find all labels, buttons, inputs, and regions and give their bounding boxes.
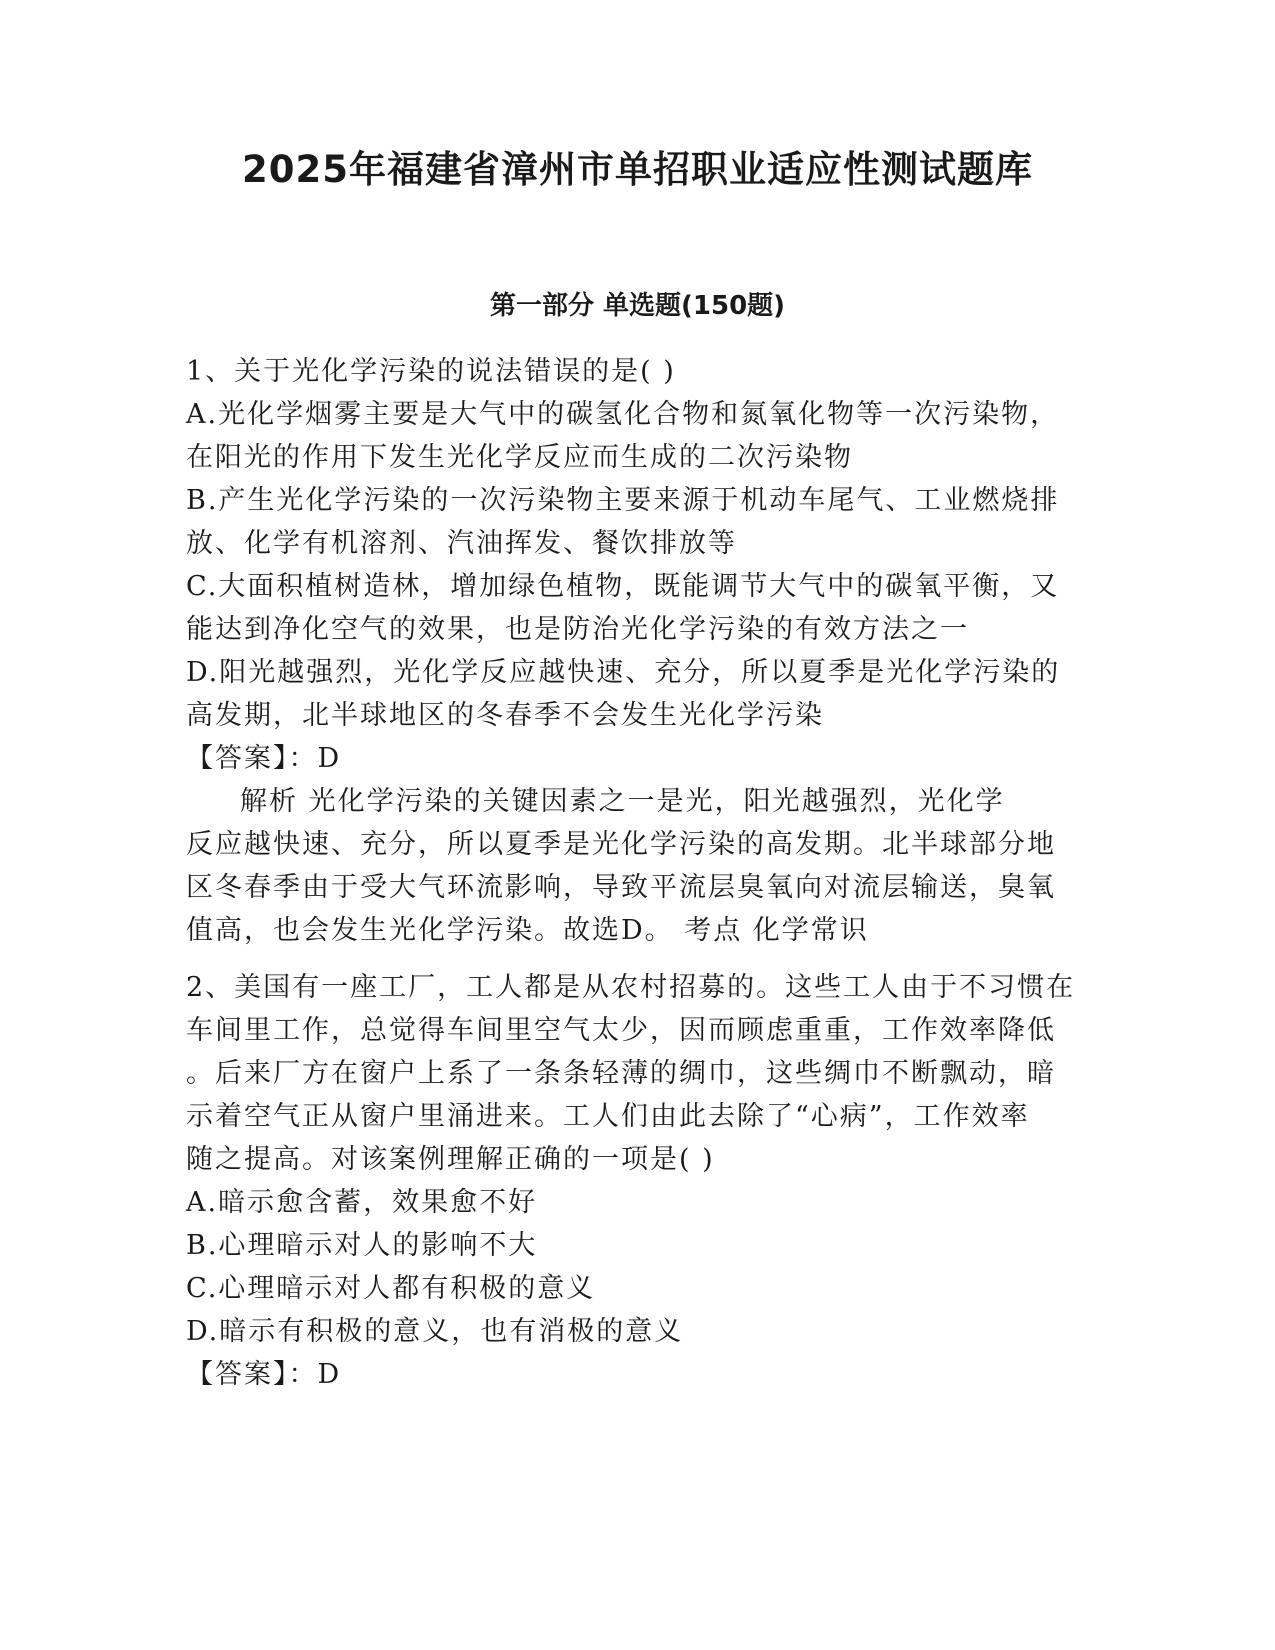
question-stem-line: 随之提高。对该案例理解正确的一项是( ) <box>186 1144 715 1175</box>
option-line: D.阳光越强烈，光化学反应越快速、充分，所以夏季是光化学污染的 <box>186 657 1061 688</box>
option-b: B.心理暗示对人的影响不大 <box>186 1230 538 1261</box>
explanation-line: 解析 光化学污染的关键因素之一是光，阳光越强烈，光化学 <box>240 786 1005 817</box>
option-b <box>186 479 1066 565</box>
question-list <box>186 350 1076 1396</box>
answer-line: 【答案】：D <box>186 743 342 774</box>
question-spacer <box>186 952 1066 966</box>
question-stem-line: 。后来厂方在窗户上系了一条条轻薄的绸巾，这些绸巾不断飘动，暗 <box>186 1058 1056 1089</box>
explanation-line: 反应越快速、充分，所以夏季是光化学污染的高发期。北半球部分地 <box>186 829 1056 860</box>
option-c: C.心理暗示对人都有积极的意义 <box>186 1273 596 1304</box>
option-line: A.光化学烟雾主要是大气中的碳氢化合物和氮氧化物等一次污染物， <box>186 399 1060 430</box>
option-line: 能达到净化空气的效果，也是防治光化学污染的有效方法之一 <box>186 614 969 645</box>
question-stem-line: 车间里工作，总觉得车间里空气太少，因而顾虑重重，工作效率降低 <box>186 1015 1056 1046</box>
option-a <box>186 393 1066 479</box>
option-line: 高发期，北半球地区的冬春季不会发生光化学污染 <box>186 700 824 731</box>
option-line: 在阳光的作用下发生光化学反应而生成的二次污染物 <box>186 442 853 473</box>
option-d <box>186 651 1066 737</box>
question-1 <box>186 350 1066 952</box>
document-title: 2025年福建省漳州市单招职业适应性测试题库 <box>242 148 1033 191</box>
question-stem-line: 1、关于光化学污染的说法错误的是( ) <box>186 356 676 387</box>
question-stem-line: 2、美国有一座工厂，工人都是从农村招募的。这些工人由于不习惯在 <box>186 972 1076 1003</box>
option-c <box>186 565 1066 651</box>
option-line: B.产生光化学污染的一次污染物主要来源于机动车尾气、工业燃烧排 <box>186 485 1060 516</box>
question-stem-line: 示着空气正从窗户里涌进来。工人们由此去除了“心病”，工作效率 <box>186 1101 1030 1132</box>
option-a: A.暗示愈含蓄，效果愈不好 <box>186 1187 538 1218</box>
explanation <box>186 780 1066 952</box>
option-line: C.大面积植树造林，增加绿色植物，既能调节大气中的碳氧平衡，又 <box>186 571 1060 602</box>
section-title: 第一部分 单选题(150题) <box>489 291 786 321</box>
explanation-line: 值高，也会发生光化学污染。故选D。 考点 化学常识 <box>186 915 869 946</box>
question-2 <box>186 966 1076 1396</box>
answer-line: 【答案】：D <box>186 1359 342 1390</box>
explanation-line: 区冬春季由于受大气环流影响，导致平流层臭氧向对流层输送，臭氧 <box>186 872 1056 903</box>
option-line: 放、化学有机溶剂、汽油挥发、餐饮排放等 <box>186 528 737 559</box>
option-d: D.暗示有积极的意义，也有消极的意义 <box>186 1316 684 1347</box>
